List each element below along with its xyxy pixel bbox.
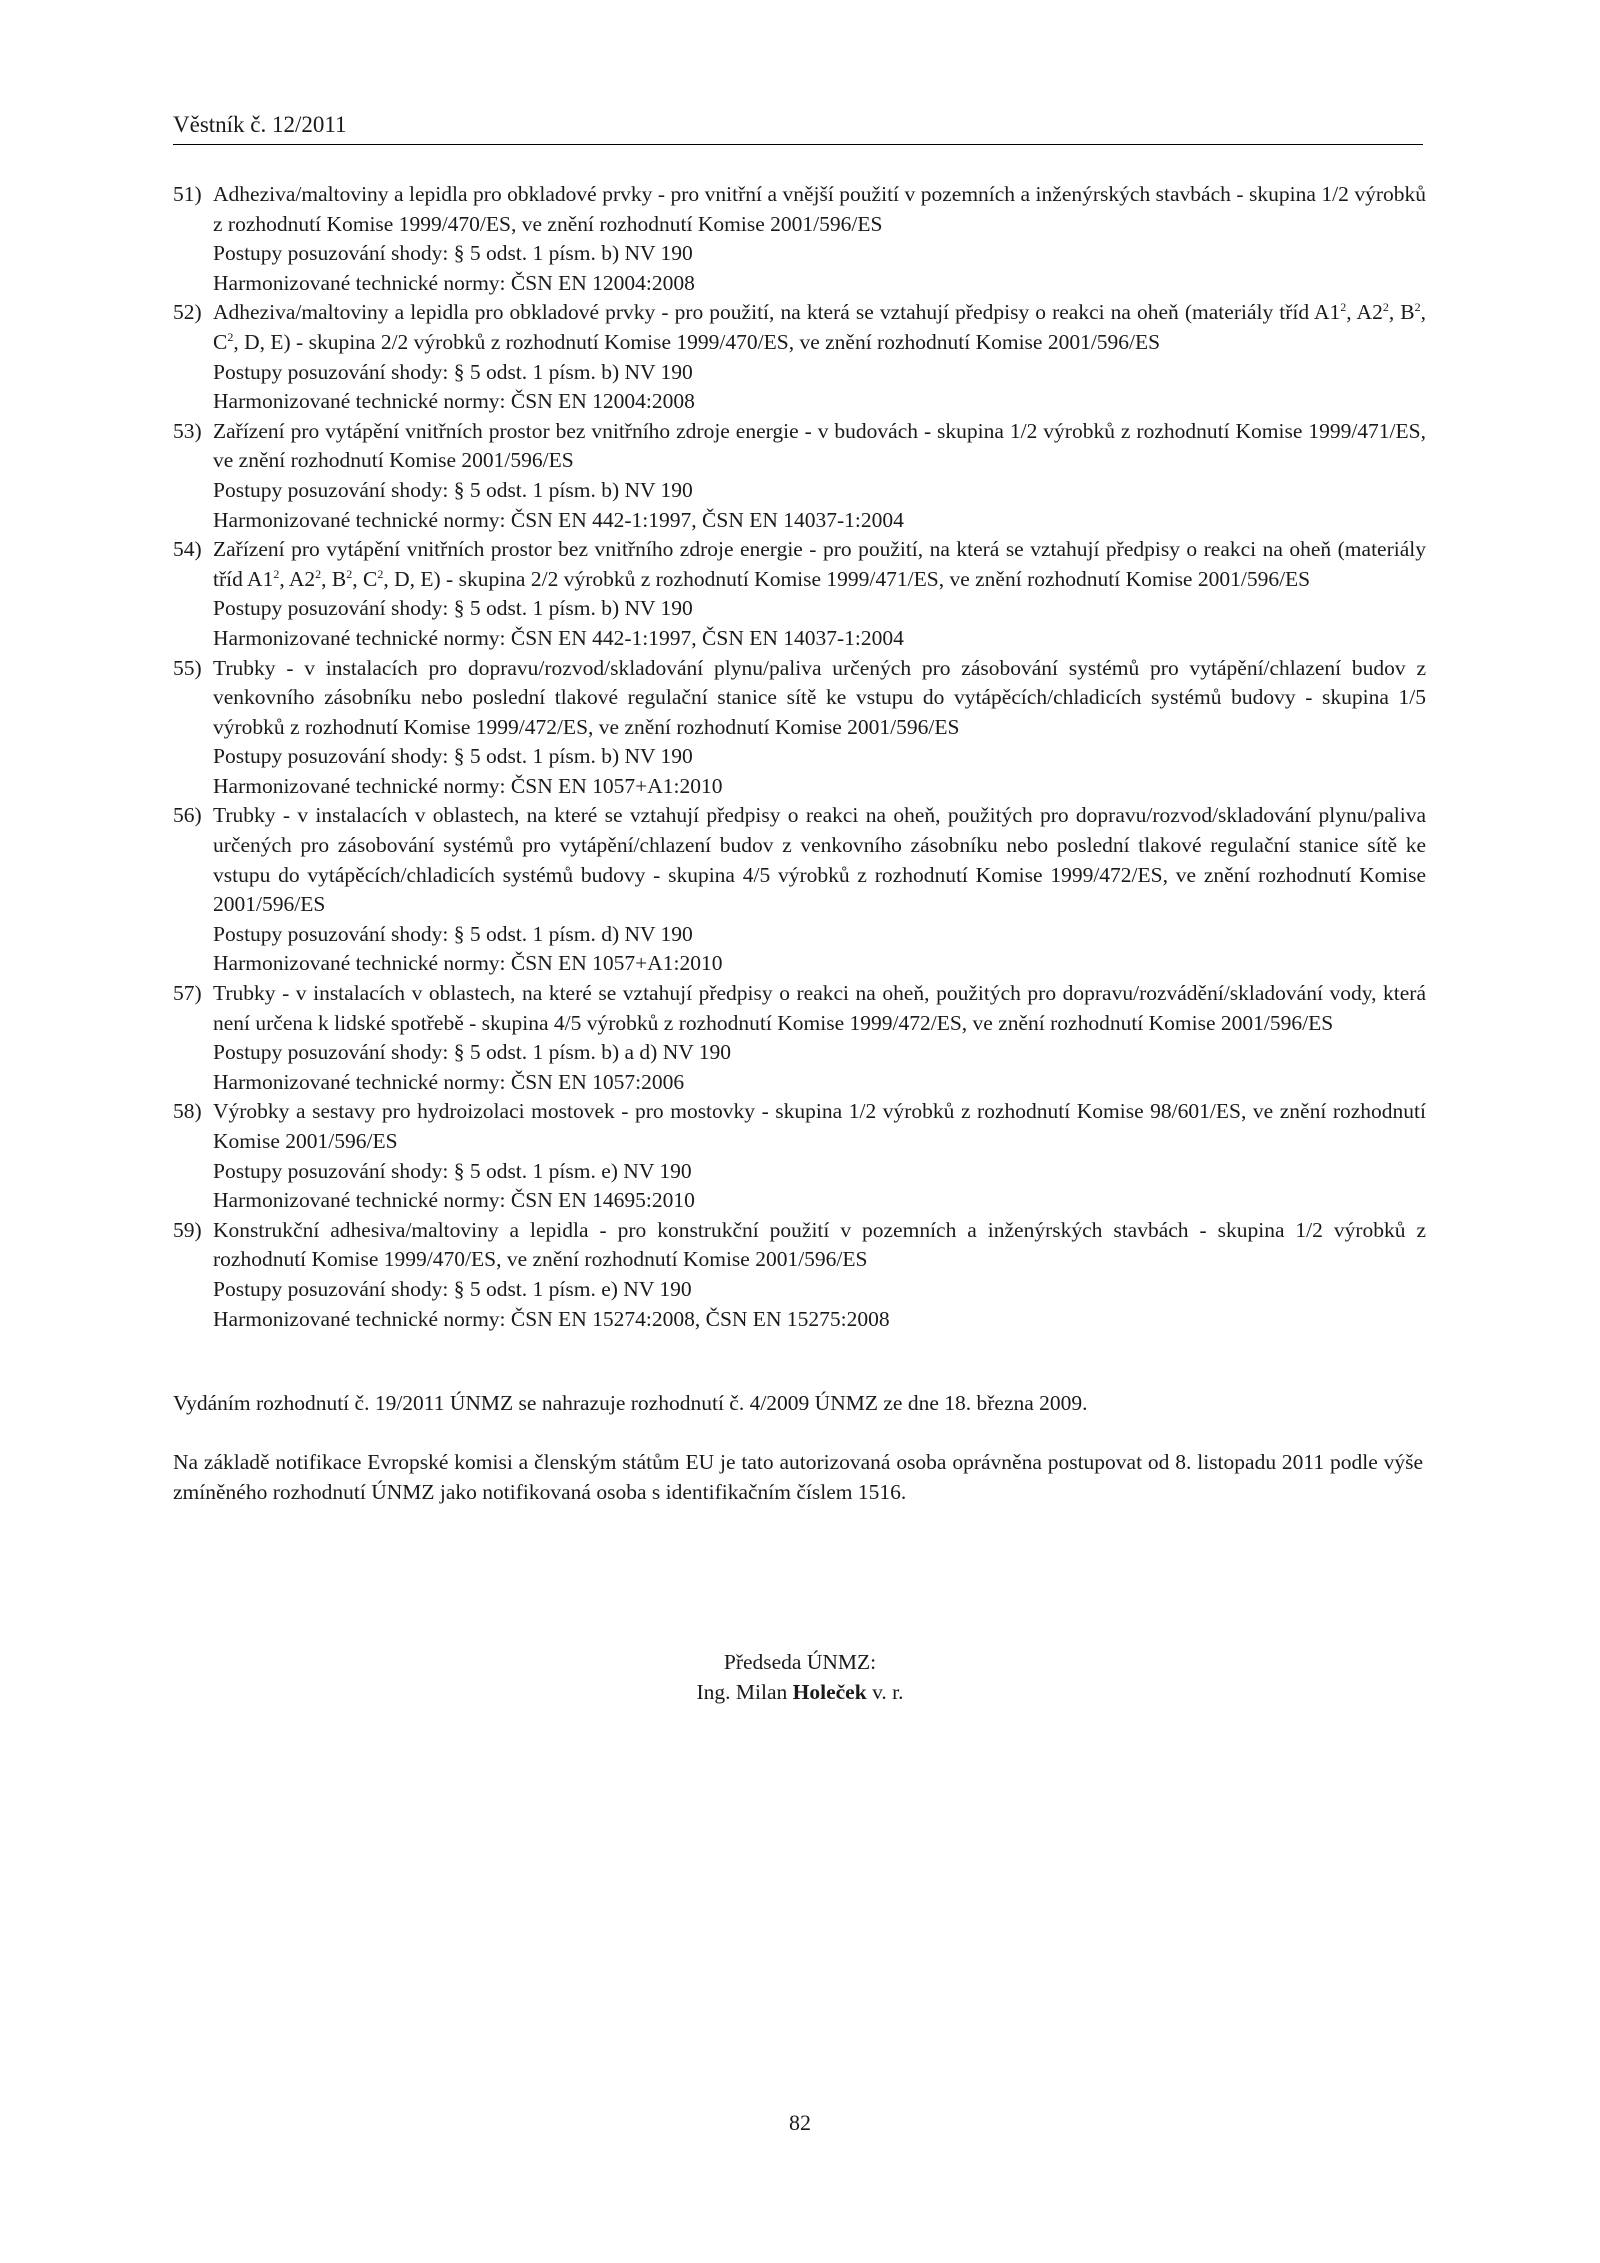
item-norms: Harmonizované technické normy: ČSN EN 1057:2006 — [213, 1069, 685, 1094]
item-procedure: Postupy posuzování shody: § 5 odst. 1 písm. e) NV 190 — [213, 1276, 692, 1301]
item-procedure: Postupy posuzování shody: § 5 odst. 1 písm. d) NV 190 — [213, 921, 693, 946]
item-title: Adheziva/maltoviny a lepidla pro obkladové prvky - pro vnitřní a vnější použití v pozemních a inženýrských stavbách - skupina 1/2 výrobků z rozhodnutí Komise 1999/470/ES, ve znění rozhodnutí Komise 2001/596/ES — [213, 182, 1426, 236]
item-norms: Harmonizované technické normy: ČSN EN 442-1:1997, ČSN EN 14037-1:2004 — [213, 625, 904, 650]
item-number: 55) — [173, 655, 202, 680]
item-title: Trubky - v instalacích v oblastech, na které se vztahují předpisy o reakci na oheň, použitých pro dopravu/rozvádění/skladování vody, která není určena k lidské spotřebě - skupina 4/5 výrobků z rozhodnutí Komise 1999/472/ES, ve znění rozhodnutí Komise 2001/596/ES — [213, 981, 1426, 1035]
item-norms: Harmonizované technické normy: ČSN EN 12004:2008 — [213, 270, 695, 295]
item-norms: Harmonizované technické normy: ČSN EN 15274:2008, ČSN EN 15275:2008 — [213, 1306, 890, 1331]
item-norms: Harmonizované technické normy: ČSN EN 14695:2010 — [213, 1188, 695, 1213]
item-norms: Harmonizované technické normy: ČSN EN 442-1:1997, ČSN EN 14037-1:2004 — [213, 507, 904, 532]
item-number: 59) — [173, 1217, 202, 1242]
replacement-note: Vydáním rozhodnutí č. 19/2011 ÚNMZ se nahrazuje rozhodnutí č. 4/2009 ÚNMZ ze dne 18. března 2009. — [173, 1391, 1088, 1415]
item-procedure: Postupy posuzování shody: § 5 odst. 1 písm. b) NV 190 — [213, 596, 693, 621]
item-procedure: Postupy posuzování shody: § 5 odst. 1 písm. b) NV 190 — [213, 477, 693, 502]
item-procedure: Postupy posuzování shody: § 5 odst. 1 písm. b) a d) NV 190 — [213, 1040, 731, 1065]
list-item — [173, 180, 1426, 298]
item-norms: Harmonizované technické normy: ČSN EN 12004:2008 — [213, 389, 695, 414]
item-number: 56) — [173, 803, 202, 828]
list-item — [173, 298, 1426, 416]
item-title: Zařízení pro vytápění vnitřních prostor bez vnitřního zdroje energie - v budovách - skupina 1/2 výrobků z rozhodnutí Komise 1999/471/ES, ve znění rozhodnutí Komise 2001/596/ES — [213, 418, 1426, 473]
item-title: Zařízení pro vytápění vnitřních prostor bez vnitřního zdroje energie - pro použití, na která se vztahují předpisy o reakci na oheň (materiály tříd $A1^2$, $A2^2$, $B^2$, $C^2$, D, E) - skupina 2/2 výrobků z rozhodnutí Komise 1999/471/ES, ve znění rozhodnutí Komise 2001/596/ES — [213, 537, 1426, 591]
item-number: 51) — [173, 182, 202, 206]
list-item — [173, 979, 1426, 1097]
list-item — [173, 1097, 1426, 1215]
list-item — [173, 417, 1426, 535]
signature-surname: Holeček — [792, 1679, 867, 1704]
header-divider — [173, 144, 1423, 145]
item-title: Konstrukční adhesiva/maltoviny a lepidla - pro konstrukční použití v pozemních a inženýrských stavbách - skupina 1/2 výrobků z rozhodnutí Komise 1999/470/ES, ve znění rozhodnutí Komise 2001/596/ES — [213, 1217, 1426, 1272]
item-number: 58) — [173, 1099, 202, 1124]
item-procedure: Postupy posuzování shody: § 5 odst. 1 písm. b) NV 190 — [213, 744, 693, 769]
item-procedure: Postupy posuzování shody: § 5 odst. 1 písm. b) NV 190 — [213, 359, 693, 384]
item-norms: Harmonizované technické normy: ČSN EN 1057+A1:2010 — [213, 951, 723, 976]
item-procedure: Postupy posuzování shody: § 5 odst. 1 písm. b) NV 190 — [213, 241, 693, 266]
signature-role: Předseda ÚNMZ: — [723, 1650, 877, 1674]
item-number: 54) — [173, 537, 202, 562]
list-item — [173, 1216, 1426, 1334]
item-procedure: Postupy posuzování shody: § 5 odst. 1 písm. e) NV 190 — [213, 1158, 692, 1183]
list-item — [173, 654, 1426, 802]
signature-block — [0, 1648, 1600, 1707]
notification-note: Na základě notifikace Evropské komisi a členským státům EU je tato autorizovaná osoba oprávněna postupovat od 8. listopadu 2011 podle výše zmíněného rozhodnutí ÚNMZ jako notifikovaná osoba s identifikačním číslem 1516. — [173, 1450, 1423, 1504]
journal-header: Věstník č. 12/2011 — [173, 112, 347, 137]
product-list — [173, 180, 1426, 1334]
item-title: Výrobky a sestavy pro hydroizolaci mostovek - pro mostovky - skupina 1/2 výrobků z rozhodnutí Komise 98/601/ES, ve znění rozhodnutí Komise 2001/596/ES — [213, 1099, 1426, 1153]
item-number: 57) — [173, 981, 202, 1006]
signature-name — [0, 1678, 1600, 1708]
item-norms: Harmonizované technické normy: ČSN EN 1057+A1:2010 — [213, 773, 723, 798]
list-item — [173, 801, 1426, 979]
page-number: 82 — [789, 2110, 811, 2135]
signature-name-prefix: Ing. Milan — [696, 1679, 793, 1704]
item-title: Trubky - v instalacích v oblastech, na které se vztahují předpisy o reakci na oheň, použitých pro dopravu/rozvod/skladování plynu/paliva určených pro zásobování systémů pro vytápění/chlazení budov z venkovního zásobníku nebo poslední tlakové regulační stanice sítě ke vstupu do vytápěcích/chladicích systémů budovy - skupina 4/5 výrobků z rozhodnutí Komise 1999/472/ES, ve znění rozhodnutí Komise 2001/596/ES — [213, 803, 1426, 917]
signature-name-suffix: v. r. — [866, 1679, 904, 1704]
item-title: Adheziva/maltoviny a lepidla pro obkladové prvky - pro použití, na která se vztahují předpisy o reakci na oheň (materiály tříd $A1^2$, $A2^2$, $B^2$, $C^2$, D, E) - skupina 2/2 výrobků z rozhodnutí Komise 1999/470/ES, ve znění rozhodnutí Komise 2001/596/ES — [213, 300, 1427, 354]
item-number: 52) — [173, 300, 202, 325]
item-number: 53) — [173, 418, 202, 443]
list-item — [173, 535, 1426, 653]
item-title: Trubky - v instalacích pro dopravu/rozvod/skladování plynu/paliva určených pro zásobování systémů pro vytápění/chlazení budov z venkovního zásobníku nebo poslední tlakové regulační stanice sítě ke vstupu do vytápěcích/chladicích systémů budovy - skupina 1/5 výrobků z rozhodnutí Komise 1999/472/ES, ve znění rozhodnutí Komise 2001/596/ES — [213, 655, 1426, 739]
